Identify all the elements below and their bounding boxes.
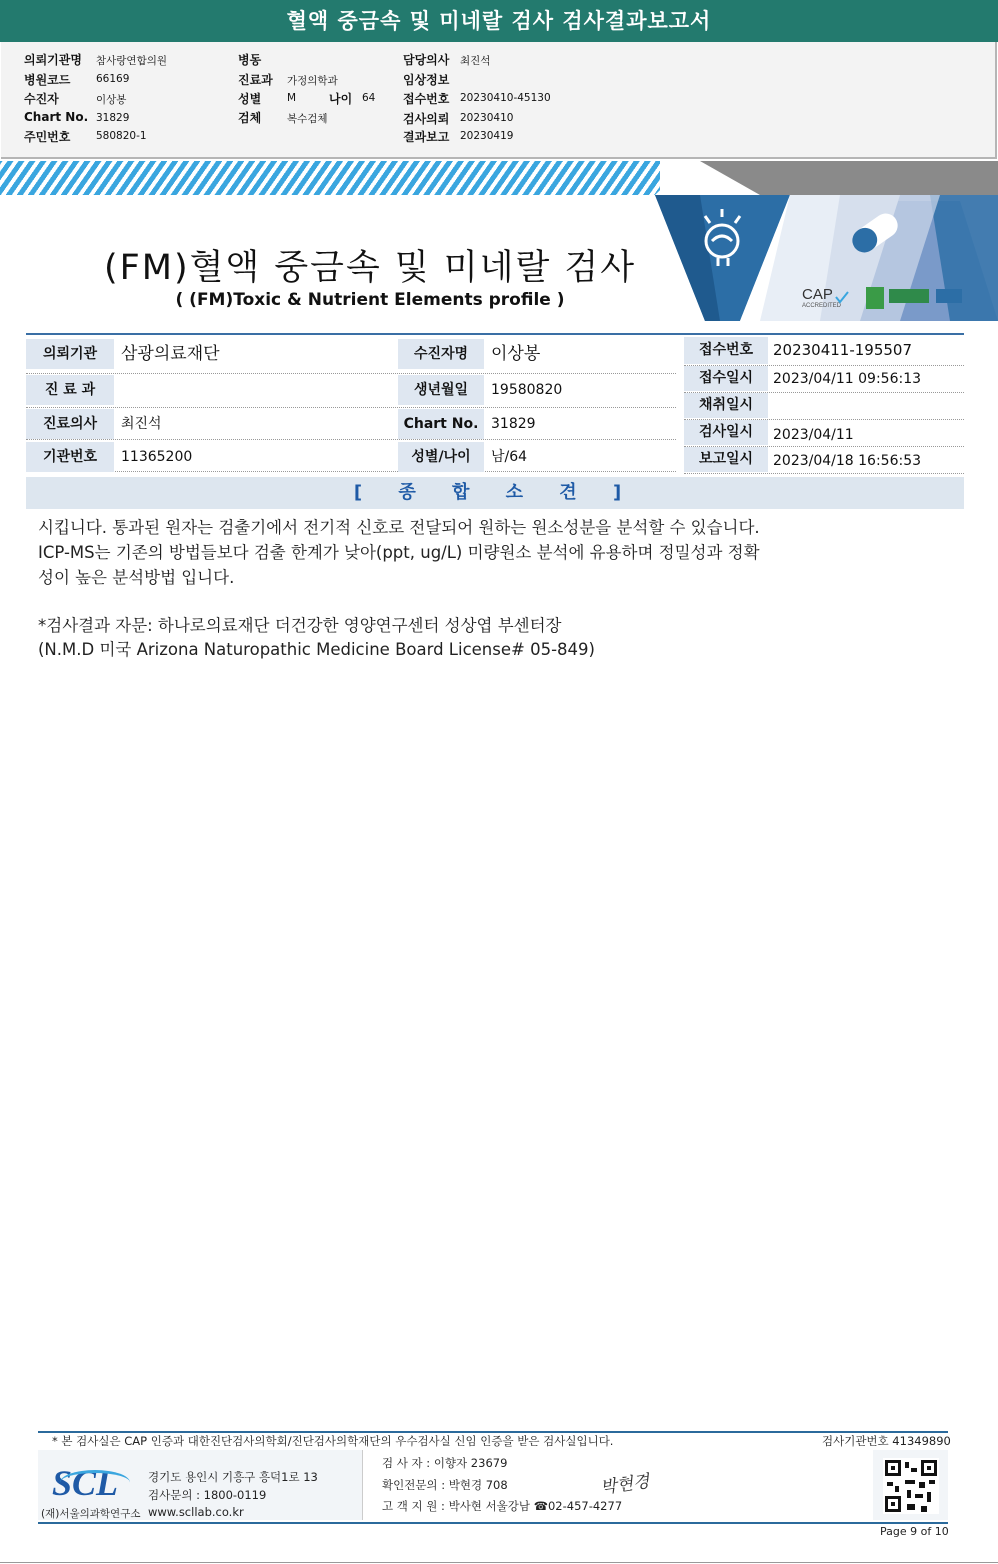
report-time-label: 보고일시 [684,447,768,472]
summary-line: ICP-MS는 기존의 방법들보다 검출 한계가 낮아(ppt, ug/L) 미량원소 분석에 유용하며 정밀성과 정확 [38,543,760,562]
institution-label: 의뢰기관명 [24,53,82,67]
hospital-code-value: 66169 [96,73,130,85]
code-value: 11365200 [121,449,193,465]
dept-value: 가정의학과 [287,75,338,87]
address: 경기도 용인시 기흥구 흥덕1로 13 [148,1470,318,1484]
birth-value: 19580820 [491,382,563,398]
test-title-korean: (FM)혈액 중금속 및 미네랄 검사 [103,248,637,288]
inst-label: 의뢰기관 [26,339,114,369]
clinical-label: 임상정보 [403,73,450,87]
org-name: (재)서울의과학연구소 [41,1508,141,1520]
divider [26,373,676,374]
report-date-label: 결과보고 [403,130,450,144]
patient-label: 수진자명 [398,339,484,369]
id-value: 580820-1 [96,130,147,142]
receipt-time-label: 접수일시 [684,366,768,391]
inst-value: 삼광의료재단 [121,344,220,364]
institution-value: 참사랑연합의원 [96,55,168,67]
sex-label: 성별 [238,92,262,106]
divider [26,439,676,440]
qr-code-icon [883,1458,939,1514]
report-time-value: 2023/04/18 16:56:53 [773,453,922,469]
dept-label: 진 료 과 [26,375,114,405]
doctor-label: 진료의사 [26,409,114,439]
cap-logo-text: CAP [802,286,833,303]
confirmer: 확인전문의 : 박현경 708 [382,1478,508,1492]
summary-line: *검사결과 자문: 하나로의료재단 더건강한 영양연구센터 성상엽 부센터장 [38,616,562,635]
sexage-label: 성별/나이 [398,442,484,472]
summary-line: 시킵니다. 통과된 원자는 검출기에서 전기적 신호로 전달되어 원하는 원소성분을 분석할 수 있습니다. [38,518,760,537]
website: www.scllab.co.kr [148,1505,244,1519]
request-value: 20230410 [460,112,514,124]
footer-bottom-line [38,1522,948,1524]
logo-swoosh [60,1470,130,1495]
age-value: 64 [362,92,376,104]
summary-line: 성이 높은 분석방법 입니다. [38,568,235,587]
patient-header-box [1,42,997,159]
age-label: 나이 [329,92,353,106]
doctor-value: 최진석 [121,416,162,432]
receipt-value: 20230411-195507 [773,341,913,359]
specimen-value: 복수검체 [287,113,328,125]
summary-heading: [ 종 합 소 견 ] [26,477,964,509]
sexage-value: 남/64 [491,449,528,465]
summary-line: (N.M.D 미국 Arizona Naturopathic Medicine Board License# 05-849) [38,640,595,659]
id-label: 주민번호 [24,130,71,144]
test-title-english: ( (FM)Toxic & Nutrient Elements profile ) [175,290,565,310]
doctor-label: 담당의사 [403,53,450,67]
patient-label: 수진자 [24,92,59,106]
page-number: Page 9 of 10 [880,1525,949,1538]
collect-label: 채취일시 [684,393,768,418]
page-edge [0,1562,998,1563]
chart-value: 31829 [96,112,130,124]
receipt-time-value: 2023/04/11 09:56:13 [773,371,922,387]
signature: 박현경 [599,1471,651,1499]
request-label: 검사의뢰 [403,112,450,126]
support: 고 객 지 원 : 박사현 서울강남 ☎02-457-4277 [382,1499,623,1513]
svg-text:ACCREDITED: ACCREDITED [802,303,842,309]
report-date-value: 20230419 [460,130,514,142]
patient-value: 이상봉 [96,94,127,106]
chart-label: Chart No. [24,110,89,124]
inquiry: 검사문의 : 1800-0119 [148,1488,267,1502]
chart-value: 31829 [491,416,536,432]
dept-label: 진료과 [238,73,273,87]
test-date-value: 2023/04/11 [773,427,854,443]
divider [26,407,676,408]
test-date-label: 검사일시 [684,420,768,445]
report-title: 혈액 중금속 및 미네랄 검사 검사결과보고서 [0,0,998,42]
chart-label: Chart No. [398,409,484,439]
ward-label: 병동 [238,53,262,67]
birth-label: 생년월일 [398,375,484,405]
tester: 검 사 자 : 이향자 23679 [382,1456,508,1470]
receipt-label: 접수번호 [403,92,450,106]
sex-value: M [287,92,297,104]
hospital-code-label: 병원코드 [24,73,71,87]
doctor-value: 최진석 [460,55,491,67]
patient-value: 이상봉 [491,344,541,364]
receipt-value: 20230410-45130 [460,92,551,104]
scl-logo: SCL [52,1463,119,1503]
receipt-label: 접수번호 [684,337,768,364]
lab-id: 검사기관번호 41349890 [822,1434,951,1448]
code-label: 기관번호 [26,442,114,472]
footer-notice: * 본 검사실은 CAP 인증과 대한진단검사의학회/진단검사의학재단의 우수검사실 신임 인증을 받은 검사실입니다. [52,1434,614,1448]
specimen-label: 검체 [238,111,262,125]
